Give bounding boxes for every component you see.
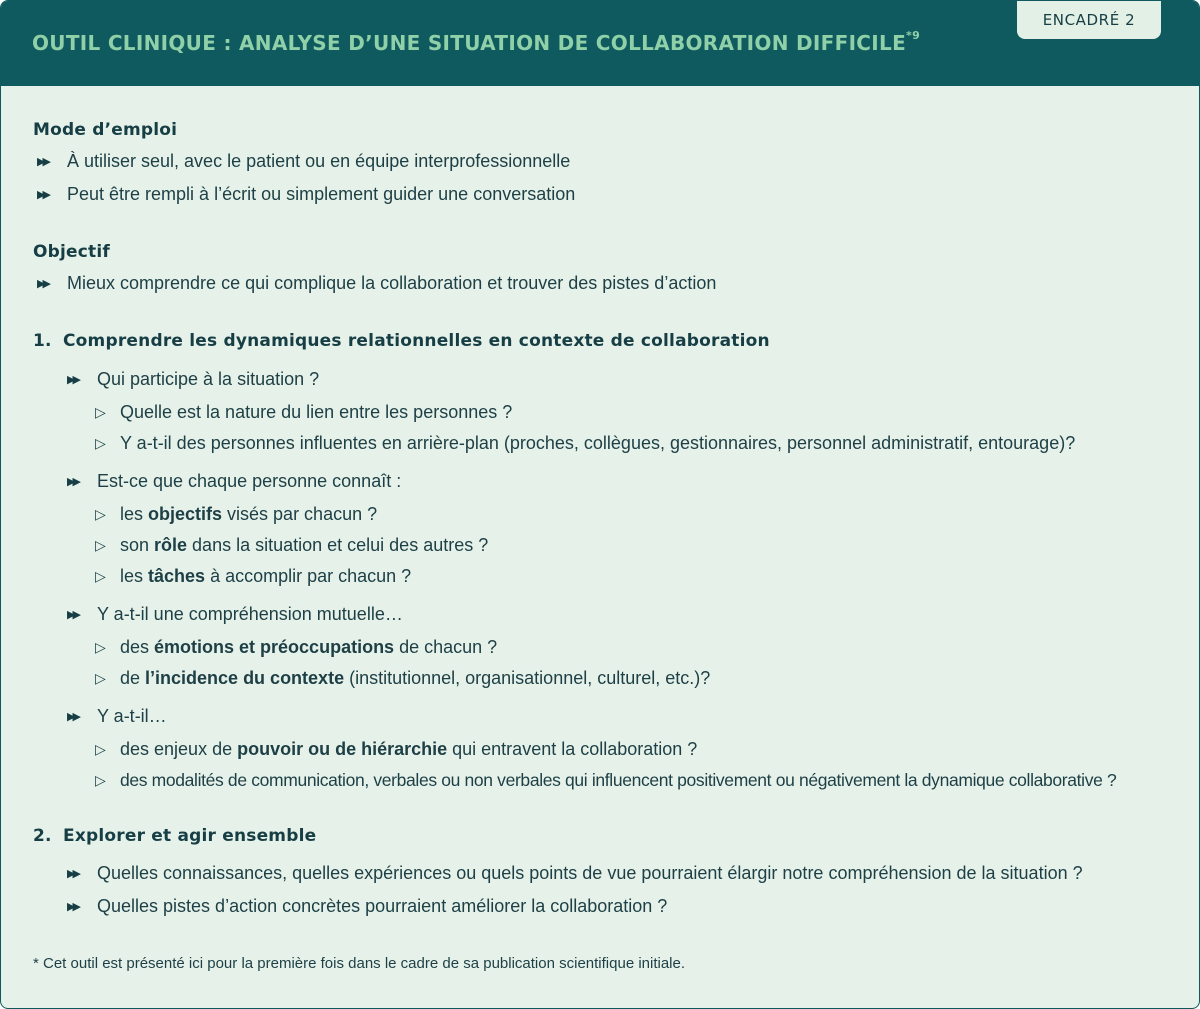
encadre-tab: ENCADRÉ 2 (1017, 1, 1161, 39)
box-content (1, 86, 1199, 1008)
question-text: Y a-t-il… (97, 706, 167, 726)
question-text: Quelles connaissances, quelles expériences ou quels points de vue pourraient élargir notre compréhension de la situation ? (97, 863, 1083, 883)
sub-item-text: des enjeux de pouvoir ou de hiérarchie qui entravent la collaboration ? (120, 739, 698, 759)
question-item (67, 896, 667, 917)
sub-item (95, 402, 512, 423)
list-item (37, 273, 716, 294)
sub-item-text: Quelle est la nature du lien entre les personnes ? (120, 402, 513, 422)
triangle-outline-icon: ▷ (95, 670, 106, 686)
double-arrow-icon: ▶▶ (37, 156, 48, 168)
box-title (32, 31, 920, 55)
list-item-text: Mieux comprendre ce qui complique la collaboration et trouver des pistes d’action (67, 273, 717, 293)
section1-heading (33, 331, 770, 351)
title-text: OUTIL CLINIQUE : ANALYSE D’UNE SITUATION DE COLLABORATION DIFFICILE (32, 31, 907, 55)
double-arrow-icon: ▶▶ (37, 189, 48, 201)
double-arrow-icon: ▶▶ (67, 868, 78, 880)
triangle-outline-icon: ▷ (95, 772, 106, 788)
sub-item-text: des émotions et préoccupations de chacun ? (120, 637, 498, 657)
section2-number: 2. (33, 826, 52, 846)
sub-item-text: Y a-t-il des personnes influentes en arrière-plan (proches, collègues, gestionnaires, personnel administratif, entourage)? (120, 433, 1076, 453)
triangle-outline-icon: ▷ (95, 506, 106, 522)
title-superscript: *9 (906, 29, 921, 42)
triangle-outline-icon: ▷ (95, 568, 106, 584)
sub-item-text: les tâches à accomplir par chacun ? (120, 566, 412, 586)
section2-title: Explorer et agir ensemble (63, 826, 317, 846)
sub-item-text: des modalités de communication, verbales ou non verbales qui influencent positivement ou négativement la dynamique collaborative ? (120, 770, 1117, 790)
question-text: Est-ce que chaque personne connaît : (97, 471, 402, 491)
triangle-outline-icon: ▷ (95, 537, 106, 553)
sub-item (95, 739, 697, 760)
list-item-text: À utiliser seul, avec le patient ou en équipe interprofessionnelle (67, 151, 571, 171)
question-text: Qui participe à la situation ? (97, 369, 320, 389)
list-item (37, 151, 570, 172)
sub-item (95, 504, 377, 525)
section2-heading (33, 826, 316, 846)
objectif-heading: Objectif (33, 242, 111, 262)
question-text: Y a-t-il une compréhension mutuelle… (97, 604, 403, 624)
mode-heading: Mode d’emploi (33, 120, 178, 140)
question-item (67, 604, 403, 625)
triangle-outline-icon: ▷ (95, 435, 106, 451)
sub-item (95, 637, 497, 658)
question-item (67, 471, 401, 492)
double-arrow-icon: ▶▶ (67, 901, 78, 913)
list-item-text: Peut être rempli à l’écrit ou simplement guider une conversation (67, 184, 576, 204)
sub-item (95, 770, 1116, 791)
double-arrow-icon: ▶▶ (67, 711, 78, 723)
sub-item-text: son rôle dans la situation et celui des autres ? (120, 535, 489, 555)
question-item (67, 863, 1083, 884)
sub-item (95, 566, 411, 587)
question-item (67, 706, 167, 727)
double-arrow-icon: ▶▶ (37, 278, 48, 290)
triangle-outline-icon: ▷ (95, 741, 106, 757)
section1-title: Comprendre les dynamiques relationnelles en contexte de collaboration (63, 331, 770, 351)
question-item (67, 369, 319, 390)
section1-number: 1. (33, 331, 52, 351)
sub-item (95, 535, 488, 556)
sub-item (95, 668, 710, 689)
double-arrow-icon: ▶▶ (67, 374, 78, 386)
double-arrow-icon: ▶▶ (67, 609, 78, 621)
question-text: Quelles pistes d’action concrètes pourraient améliorer la collaboration ? (97, 896, 668, 916)
header-bar (1, 1, 1199, 86)
triangle-outline-icon: ▷ (95, 639, 106, 655)
double-arrow-icon: ▶▶ (67, 476, 78, 488)
sub-item-text: les objectifs visés par chacun ? (120, 504, 378, 524)
list-item (37, 184, 575, 205)
sub-item-text: de l’incidence du contexte (institutionnel, organisationnel, culturel, etc.)? (120, 668, 711, 688)
footnote: * Cet outil est présenté ici pour la première fois dans le cadre de sa publication scientifique initiale. (33, 955, 686, 972)
sub-item (95, 433, 1075, 454)
triangle-outline-icon: ▷ (95, 404, 106, 420)
